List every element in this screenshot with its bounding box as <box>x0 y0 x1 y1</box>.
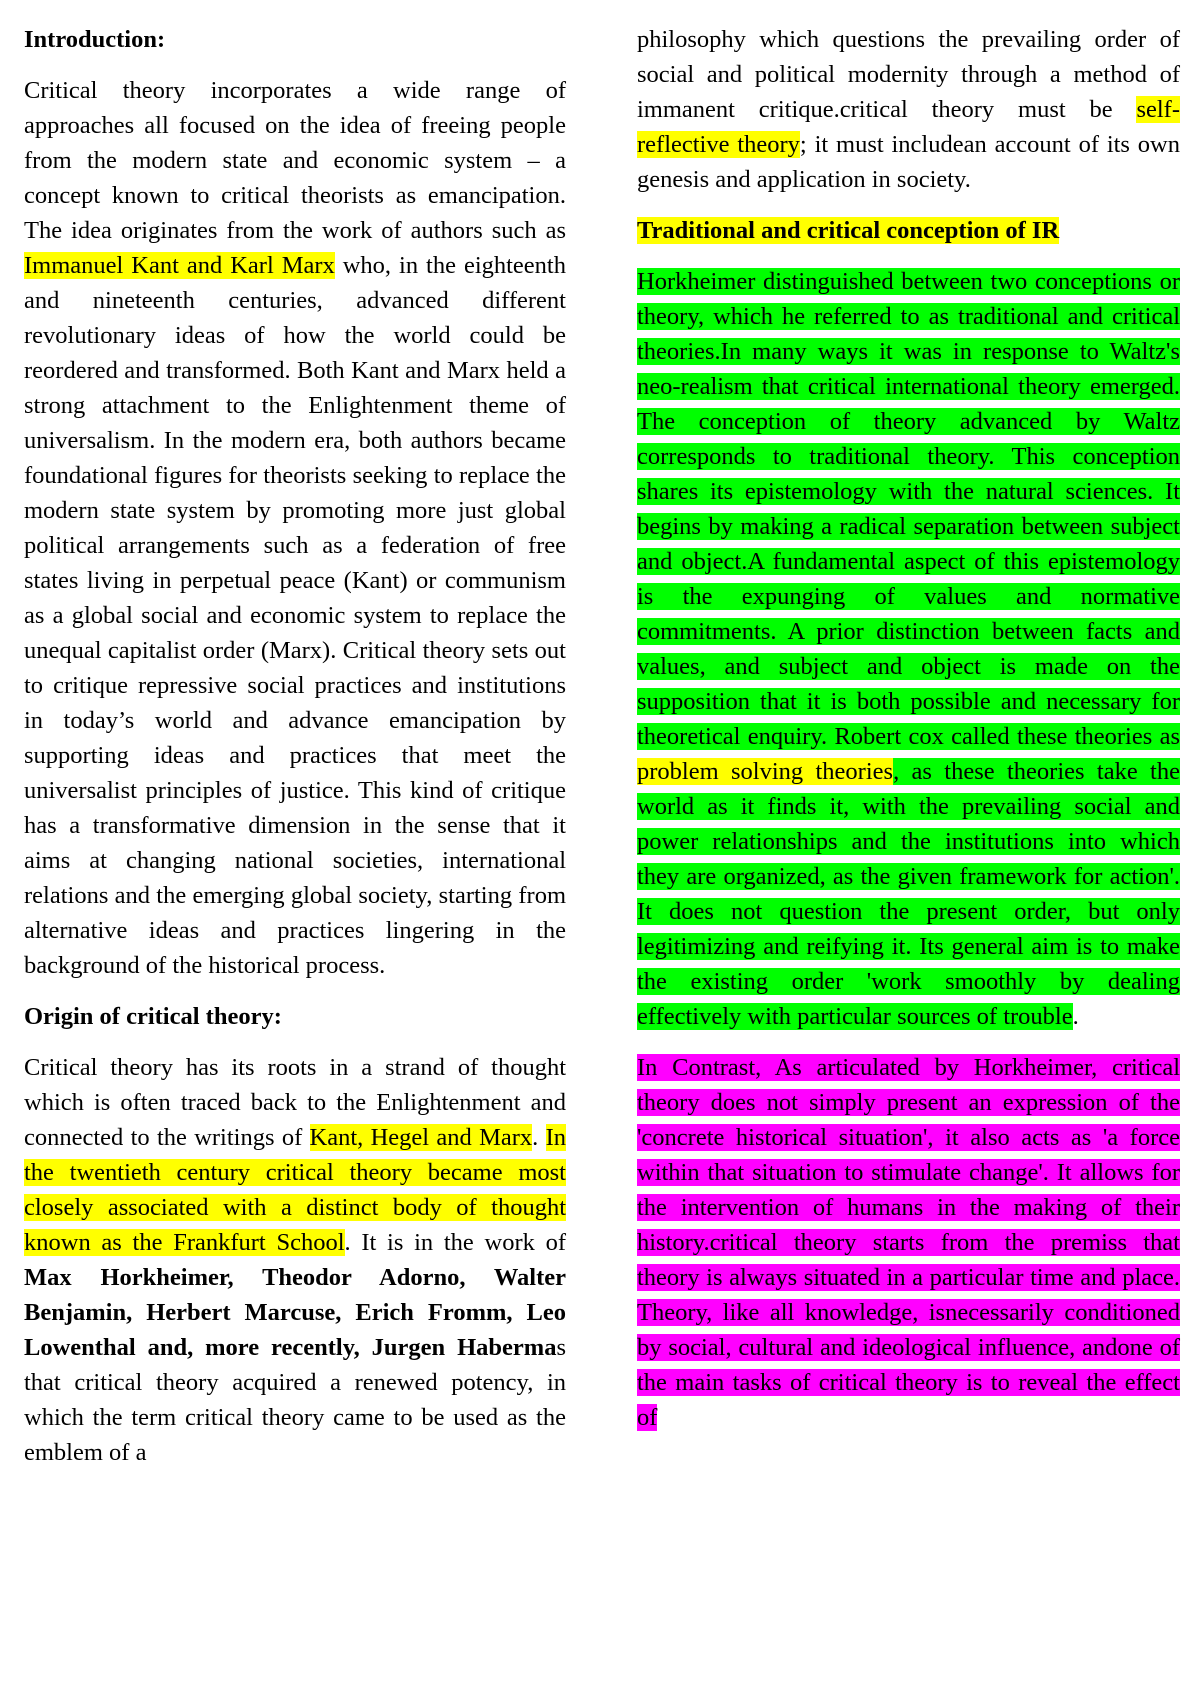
intro-text-1: Critical theory incorporates a wide range of approaches all focused on the idea of freeing people from the modern state and economic system – a concept known to critical theorists as emancipation. The idea originates from the work of authors such as <box>24 77 566 244</box>
origin-authors-bold: Max Horkheimer, Theodor Adorno, Walter Benjamin, Herbert Marcuse, Erich Fromm, Leo Lowenthal and, more recently, Jurgen Haberma <box>24 1264 566 1361</box>
left-column <box>24 22 566 1486</box>
green-text-2: , as these theories take the world as it finds it, with the prevailing social and power relationships and the institutions into which they are organized, as the given framework for action'. It does not question the present order, but only legitimizing and reifying it. Its general aim is to make the existing order 'work smoothly by dealing effectively with particular sources of trouble <box>637 758 1180 1030</box>
heading-origin: Origin of critical theory: <box>24 1003 282 1030</box>
heading-traditional-critical-text: Traditional and critical conception of IR <box>637 217 1060 244</box>
highlight-kant-marx: Immanuel Kant and Karl Marx <box>24 252 335 279</box>
origin-text-1: Critical theory has its roots in a strand of thought which is often traced back to the Enlightenment and connected to the writings of <box>24 1054 566 1151</box>
magenta-text: In Contrast, As articulated by Horkheimer, critical theory does not simply present an expression of the 'concrete historical situation', it also acts as 'a force within that situation to stimulate change'. It allows for the intervention of humans in the making of their history.critical theory starts from the premiss that theory is always situated in a particular time and place. Theory, like all knowledge, isnecessarily conditioned by social, cultural and ideological influence, andone of the main tasks of critical theory is to reveal the effect of <box>637 1054 1180 1431</box>
green-end-punct: . <box>1072 1003 1079 1030</box>
intro-text-2: who, in the eighteenth and nineteenth centuries, advanced different revolutionary ideas of how the world could be reordered and transformed. Both Kant and Marx held a strong attachment to the Enlightenment theme of universalism. In the modern era, both authors became foundational figures for theorists seeking to replace the modern state system by promoting more just global political arrangements such as a federation of free states living in perpetual peace (Kant) or communism as a global social and economic system to replace the unequal capitalist order (Marx). Critical theory sets out to critique repressive social practices and institutions in today’s world and advance emancipation by supporting ideas and practices that meet the universalist principles of justice. This kind of critique has a transformative dimension in the sense that it aims at changing national societies, international relations and the emerging global society, starting from alternative ideas and practices lingering in the background of the historical process. <box>24 252 566 979</box>
green-text-1: Horkheimer distinguished between two conceptions or theory, which he referred to as traditional and critical theories.In many ways it was in response to Waltz's neo-realism that critical international theory emerged. The conception of theory advanced by Waltz corresponds to traditional theory. This conception shares its epistemology with the natural sciences. It begins by making a radical separation between subject and object.A fundamental aspect of this epistemology is the expunging of values and normative commitments. A prior distinction between facts and values, and subject and object is made on the supposition that it is both possible and necessary for theoretical enquiry. Robert cox called these theories as <box>637 268 1180 750</box>
highlight-frankfurt-school: In the twentieth century critical theory became most closely associated with a distinct body of thought known as the Frankfurt School <box>24 1124 566 1256</box>
origin-text-3: . It is in the work of <box>344 1229 566 1256</box>
origin-text-2: . <box>532 1124 546 1151</box>
cont-text-2: ; it must includean account of its own genesis and application in society. <box>637 131 1180 193</box>
heading-introduction: Introduction: <box>24 26 166 53</box>
right-column <box>637 22 1180 1451</box>
paragraph-introduction <box>24 73 566 983</box>
origin-text-4: s that critical theory acquired a renewed potency, in which the term critical theory came to be used as the emblem of a <box>24 1334 566 1466</box>
highlight-kant-hegel-marx: Kant, Hegel and Marx <box>309 1124 533 1151</box>
highlight-problem-solving: problem solving theories <box>637 758 894 785</box>
paragraph-traditional-theory <box>637 264 1180 1034</box>
paragraph-continuation <box>637 22 1180 197</box>
heading-traditional-critical <box>637 213 1180 248</box>
paragraph-critical-contrast <box>637 1050 1180 1435</box>
cont-text-1: philosophy which questions the prevailing order of social and political modernity through a method of immanent critique.critical theory must be <box>637 26 1180 123</box>
highlight-self-reflective: self-reflective theory <box>637 96 1180 158</box>
paragraph-origin <box>24 1050 566 1470</box>
